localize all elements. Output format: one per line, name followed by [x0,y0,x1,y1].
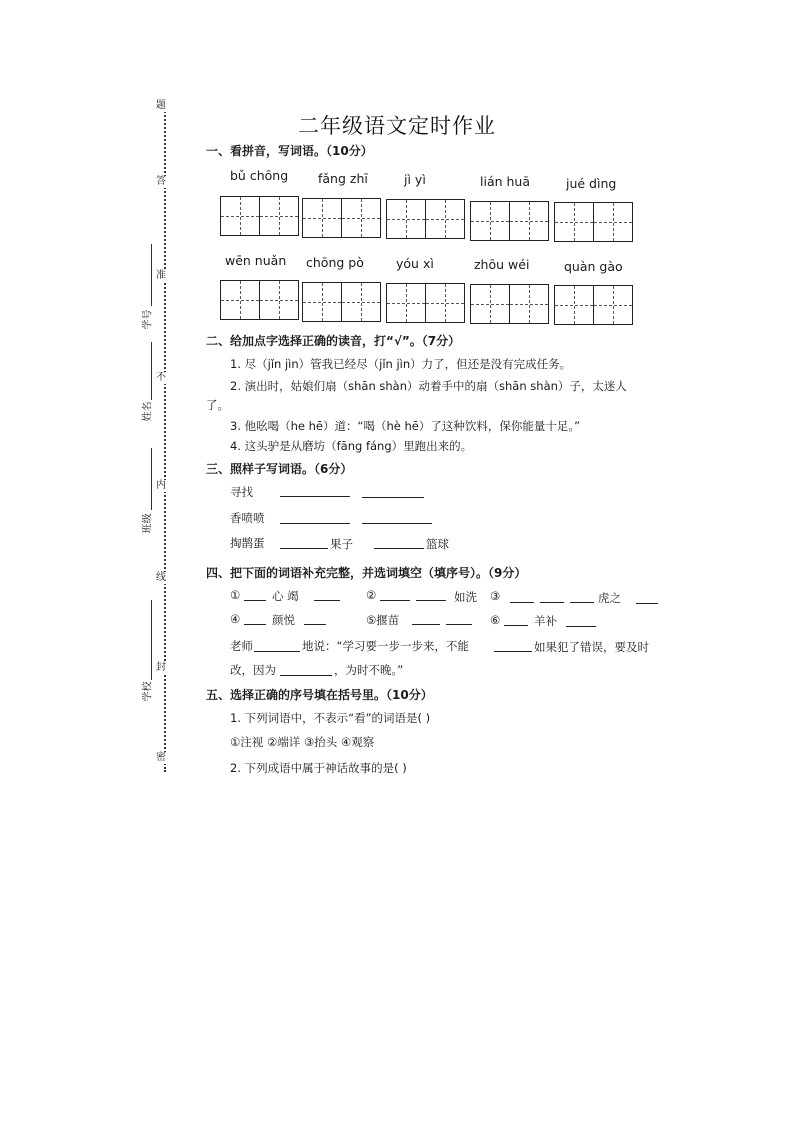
char-box-pair[interactable] [302,282,381,322]
answer-blank[interactable] [416,600,446,601]
margin-char: 答 [156,176,166,187]
idiom-text: 如洗 [454,590,477,604]
example-word: 篮球 [426,537,449,551]
margin-char: 题 [156,100,166,111]
pinyin-label: chōng pò [306,255,364,270]
margin-char: 准 [156,270,166,281]
answer-blank[interactable] [362,523,432,524]
name-label: 姓名 [142,401,154,422]
answer-blank[interactable] [570,602,594,603]
page-title: 二年级语文定时作业 [298,114,496,138]
name-blank[interactable] [151,342,152,400]
example-word: 掏鹊蛋 [230,536,265,550]
idiom-text: ⑤揠苗 [366,613,400,627]
answer-blank[interactable] [280,523,350,524]
fill-sentence: 老师 [230,639,253,653]
class-label: 班级 [142,513,154,534]
answer-blank[interactable] [566,626,596,627]
char-box-pair[interactable] [302,198,381,238]
question-line: 1. 下列词语中，不表示“看”的词语是( ) [230,711,431,725]
fill-sentence: 如果犯了错误，要及时 [534,640,649,654]
question-line: 2. 演出时，姑娘们扇（shān shàn）动着手中的扇（shān shàn）子，太迷人 [230,379,627,393]
answer-blank[interactable] [504,625,528,626]
question-line: 1. 尽（jǐn jìn）管我已经尽（jǐn jìn）力了，但还是没有完成任务。 [230,357,572,371]
answer-blank[interactable] [244,624,266,625]
idiom-index: ② [366,588,377,602]
char-box-pair[interactable] [470,201,549,241]
char-box-pair[interactable] [386,283,465,323]
answer-blank[interactable] [446,624,472,625]
margin-char: 内 [156,480,166,491]
answer-blank[interactable] [280,496,350,497]
question-line: 了。 [206,398,229,412]
section-1-heading: 一、看拼音，写词语。（10分） [206,144,373,158]
char-box-pair[interactable] [220,196,299,236]
margin-char: 封 [156,662,166,673]
student-id-label: 学号 [142,309,154,330]
question-line: 3. 他吆喝（he hē）道：“喝（hè hē）了这种饮料，保你能量十足。” [230,419,581,433]
pinyin-label: zhōu wéi [474,257,530,272]
char-box-pair[interactable] [220,280,299,320]
options-line: ①注视 ②端详 ③抬头 ④观察 [230,735,375,749]
pinyin-label: bǔ chōng [230,168,289,183]
section-3-heading: 三、照样子写词语。（6分） [206,462,353,476]
example-word: 果子 [330,537,353,551]
pinyin-label: wēn nuǎn [225,253,287,268]
answer-blank[interactable] [362,497,424,498]
answer-blank[interactable] [540,602,564,603]
answer-blank[interactable] [244,600,266,601]
class-blank[interactable] [151,448,152,510]
pinyin-label: jué dìng [566,176,617,191]
margin-char: 线 [156,572,166,583]
answer-blank[interactable] [304,624,326,625]
char-box-pair[interactable] [554,285,633,325]
char-box-pair[interactable] [470,284,549,324]
section-2-heading: 二、给加点字选择正确的读音，打“√”。（7分） [206,334,461,348]
answer-blank[interactable] [494,651,532,652]
pinyin-label: fǎng zhī [318,171,368,186]
school-label: 学校 [142,681,154,702]
answer-blank[interactable] [412,624,440,625]
fill-sentence: ，为时不晚。” [334,663,404,677]
char-box-pair[interactable] [386,199,465,239]
margin-char: 密 [156,752,166,763]
answer-blank[interactable] [314,600,340,601]
pinyin-label: lián huā [480,174,531,189]
idiom-index: ③ [490,589,501,603]
answer-blank[interactable] [280,548,328,549]
idiom-text: 心 竭 [272,589,299,603]
idiom-index: ① [230,588,241,602]
example-word: 香喷喷 [230,511,265,525]
answer-blank[interactable] [254,651,300,652]
section-4-heading: 四、把下面的词语补充完整，并选词填空（填序号）。（9分） [206,566,527,580]
example-word: 寻找 [230,485,253,499]
question-line: 2. 下列成语中属于神话故事的是( ) [230,761,407,775]
pinyin-label: jì yì [404,172,426,187]
idiom-text: 虎之 [598,591,621,605]
answer-blank[interactable] [374,548,424,549]
fill-sentence: 地说：“学习要一步一步来，不能 [302,639,469,653]
school-blank[interactable] [151,600,152,680]
question-line: 4. 这头驴是从磨坊（fāng fáng）里跑出来的。 [230,439,473,453]
answer-blank[interactable] [280,675,332,676]
idiom-index: ⑥ [490,613,501,627]
pinyin-label: yóu xì [396,256,434,271]
idiom-text: 颜悦 [272,613,295,627]
fill-sentence: 改，因为 [230,663,276,677]
answer-blank[interactable] [380,600,410,601]
answer-blank[interactable] [510,602,534,603]
answer-blank[interactable] [636,603,658,604]
section-5-heading: 五、选择正确的序号填在括号里。（10分） [206,688,433,702]
idiom-text: 羊补 [534,614,557,628]
margin-char: 不 [156,372,166,383]
student-id-blank[interactable] [151,244,152,306]
pinyin-label: quàn gào [564,259,623,274]
char-box-pair[interactable] [554,202,633,242]
idiom-index: ④ [230,612,241,626]
